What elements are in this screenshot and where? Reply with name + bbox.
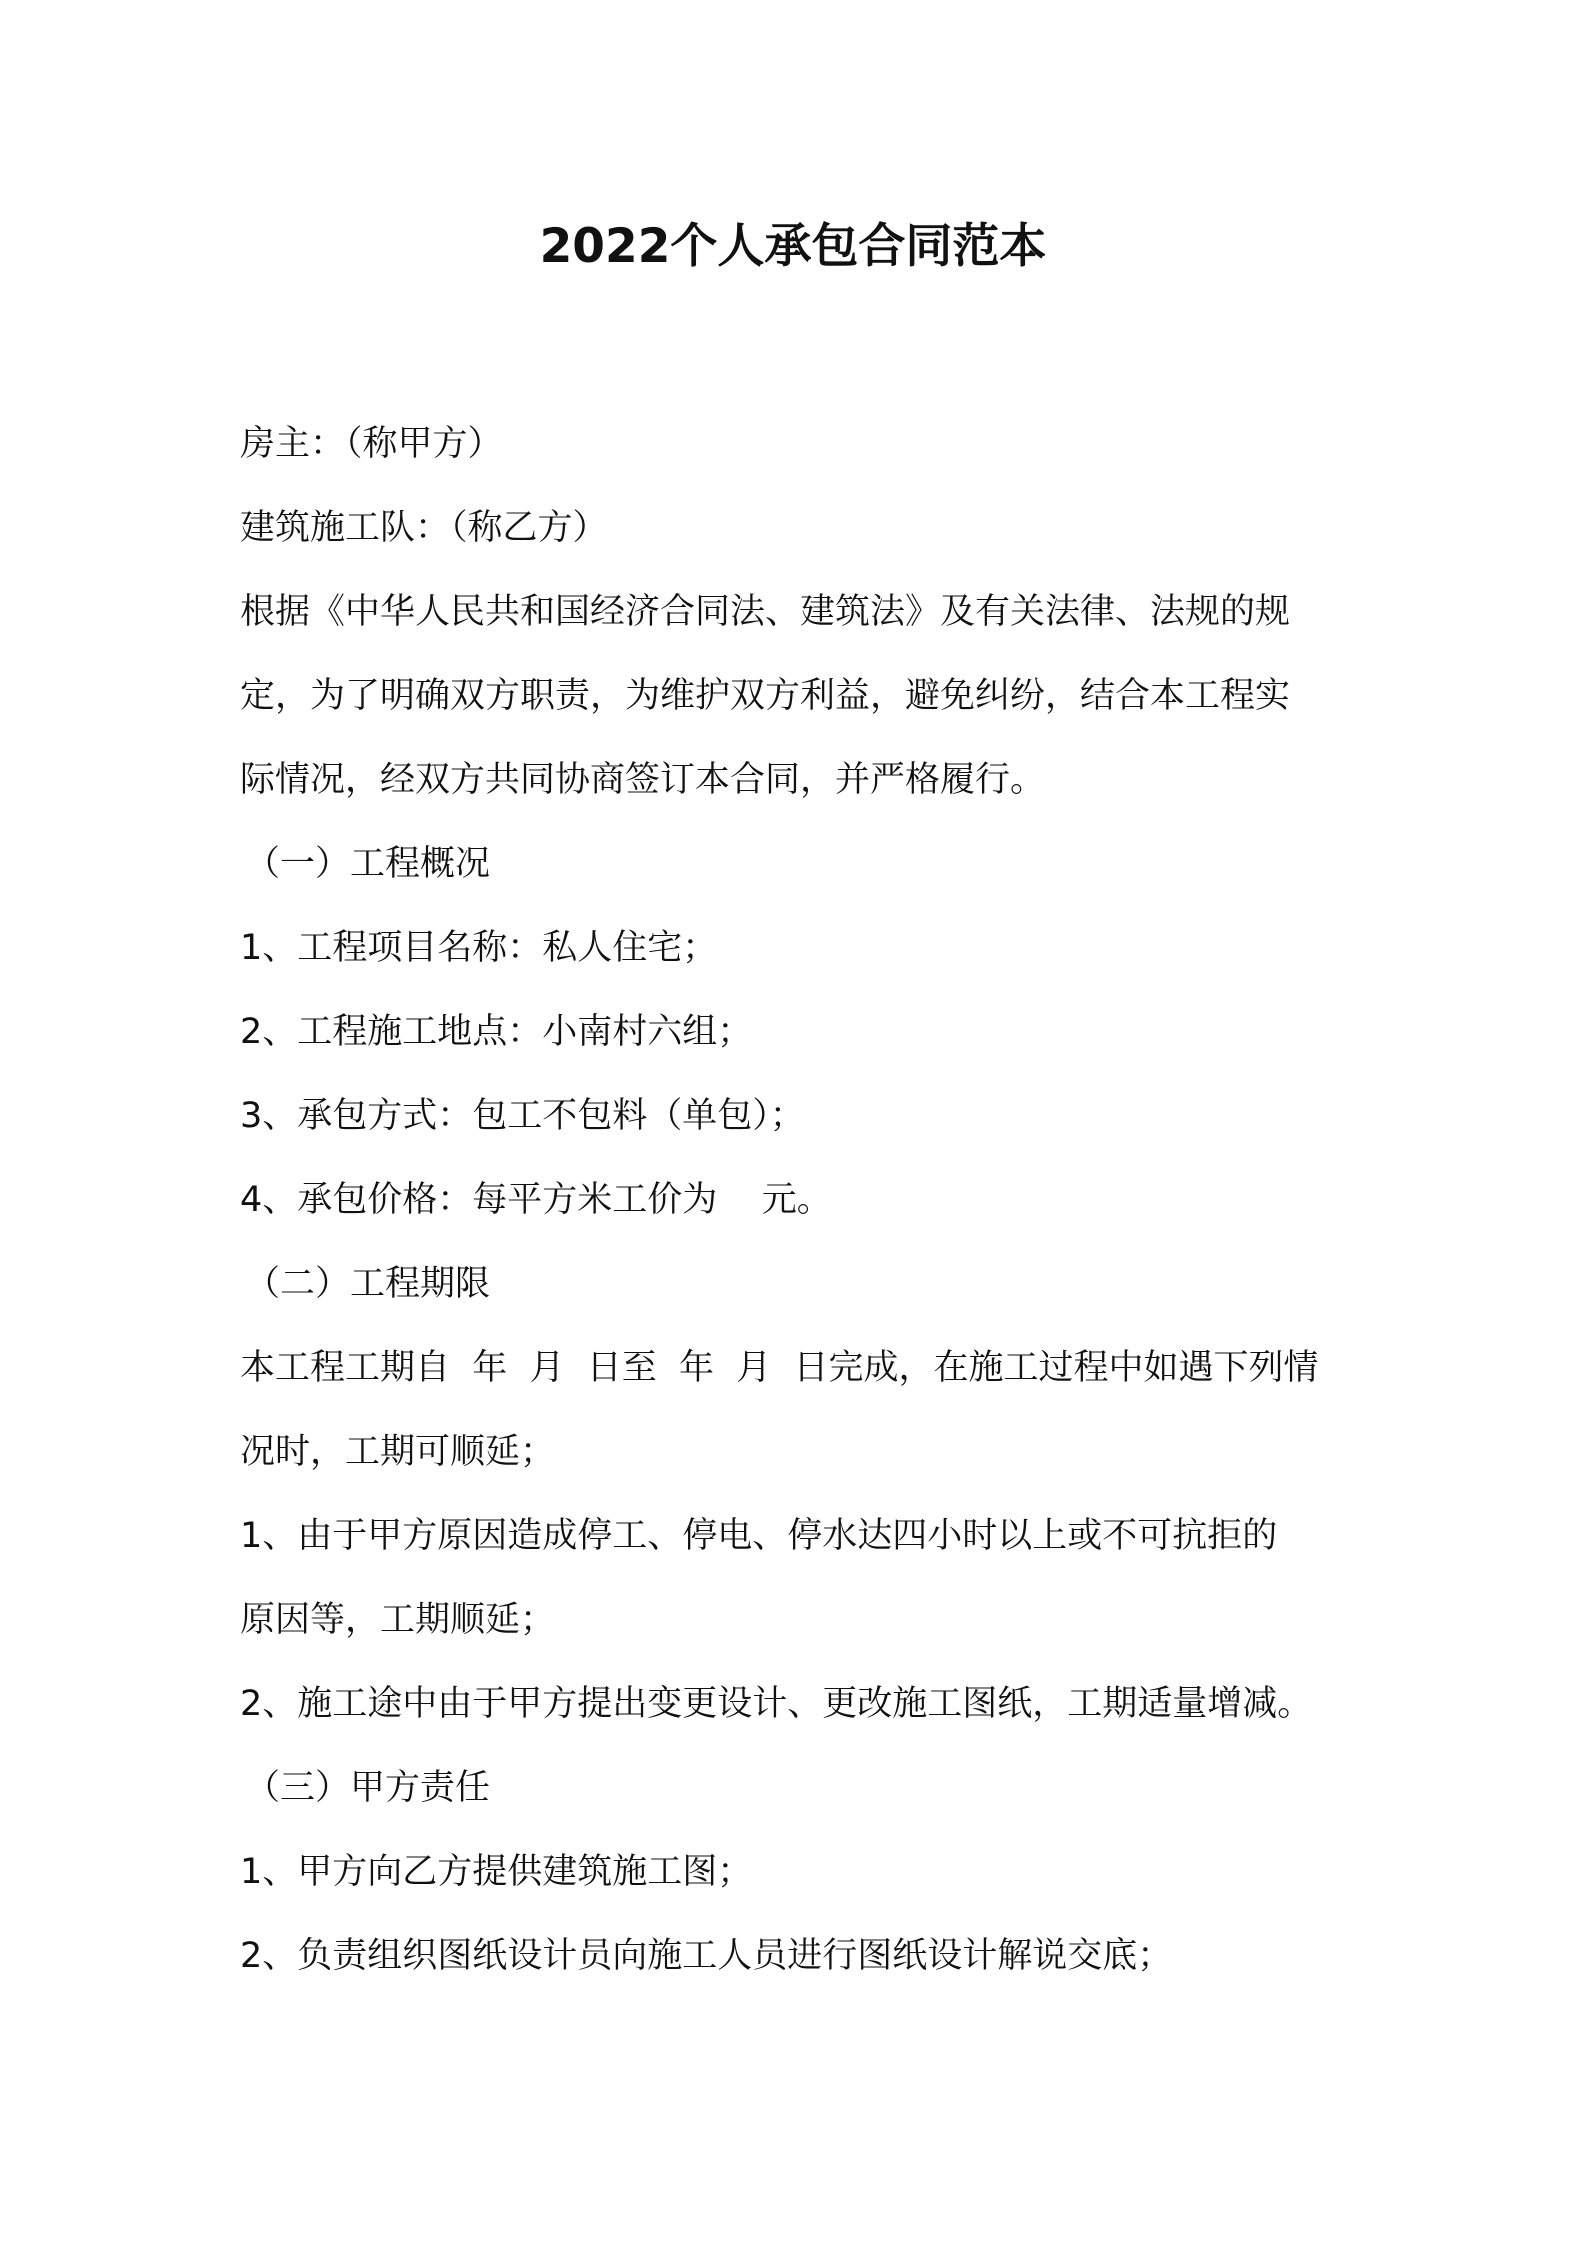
document-body: [240, 402, 1360, 1998]
section-heading-overview: （一）工程概况: [245, 844, 491, 884]
period-item-1-line-1: 1、由于甲方原因造成停工、停电、停水达四小时以上或不可抗拒的: [240, 1516, 1278, 1556]
period-line-2: 况时，工期可顺延；: [240, 1432, 556, 1472]
overview-item-1: 1、工程项目名称：私人住宅；: [240, 928, 718, 968]
preamble-line-3: 际情况，经双方共同协商签订本合同，并严格履行。: [240, 760, 1046, 800]
section-heading-party-a-duties: （三）甲方责任: [245, 1768, 491, 1808]
party-a-line: 房主：（称甲方）: [240, 424, 503, 464]
preamble-line-1: 根据《中华人民共和国经济合同法、建筑法》及有关法律、法规的规: [240, 592, 1291, 632]
preamble-line-2: 定，为了明确双方职责，为维护双方利益，避免纠纷，结合本工程实: [240, 676, 1291, 716]
overview-item-3: 3、承包方式：包工不包料（单包）；: [240, 1096, 805, 1136]
section-heading-period: （二）工程期限: [245, 1264, 491, 1304]
period-item-2: 2、施工途中由于甲方提出变更设计、更改施工图纸，工期适量增减。: [240, 1684, 1313, 1724]
period-line-1: 本工程工期自 年 月 日至 年 月 日完成，在施工过程中如遇下列情: [240, 1348, 1319, 1388]
duty-item-2: 2、负责组织图纸设计员向施工人员进行图纸设计解说交底；: [240, 1936, 1173, 1976]
period-item-1-line-2: 原因等，工期顺延；: [240, 1600, 556, 1640]
party-b-line: 建筑施工队：（称乙方）: [240, 508, 608, 548]
overview-item-2: 2、工程施工地点：小南村六组；: [240, 1012, 753, 1052]
duty-item-1: 1、甲方向乙方提供建筑施工图；: [240, 1852, 753, 1892]
overview-item-4: 4、承包价格：每平方米工价为 元。: [240, 1180, 832, 1220]
document-title: 2022个人承包合同范本: [539, 219, 1047, 274]
